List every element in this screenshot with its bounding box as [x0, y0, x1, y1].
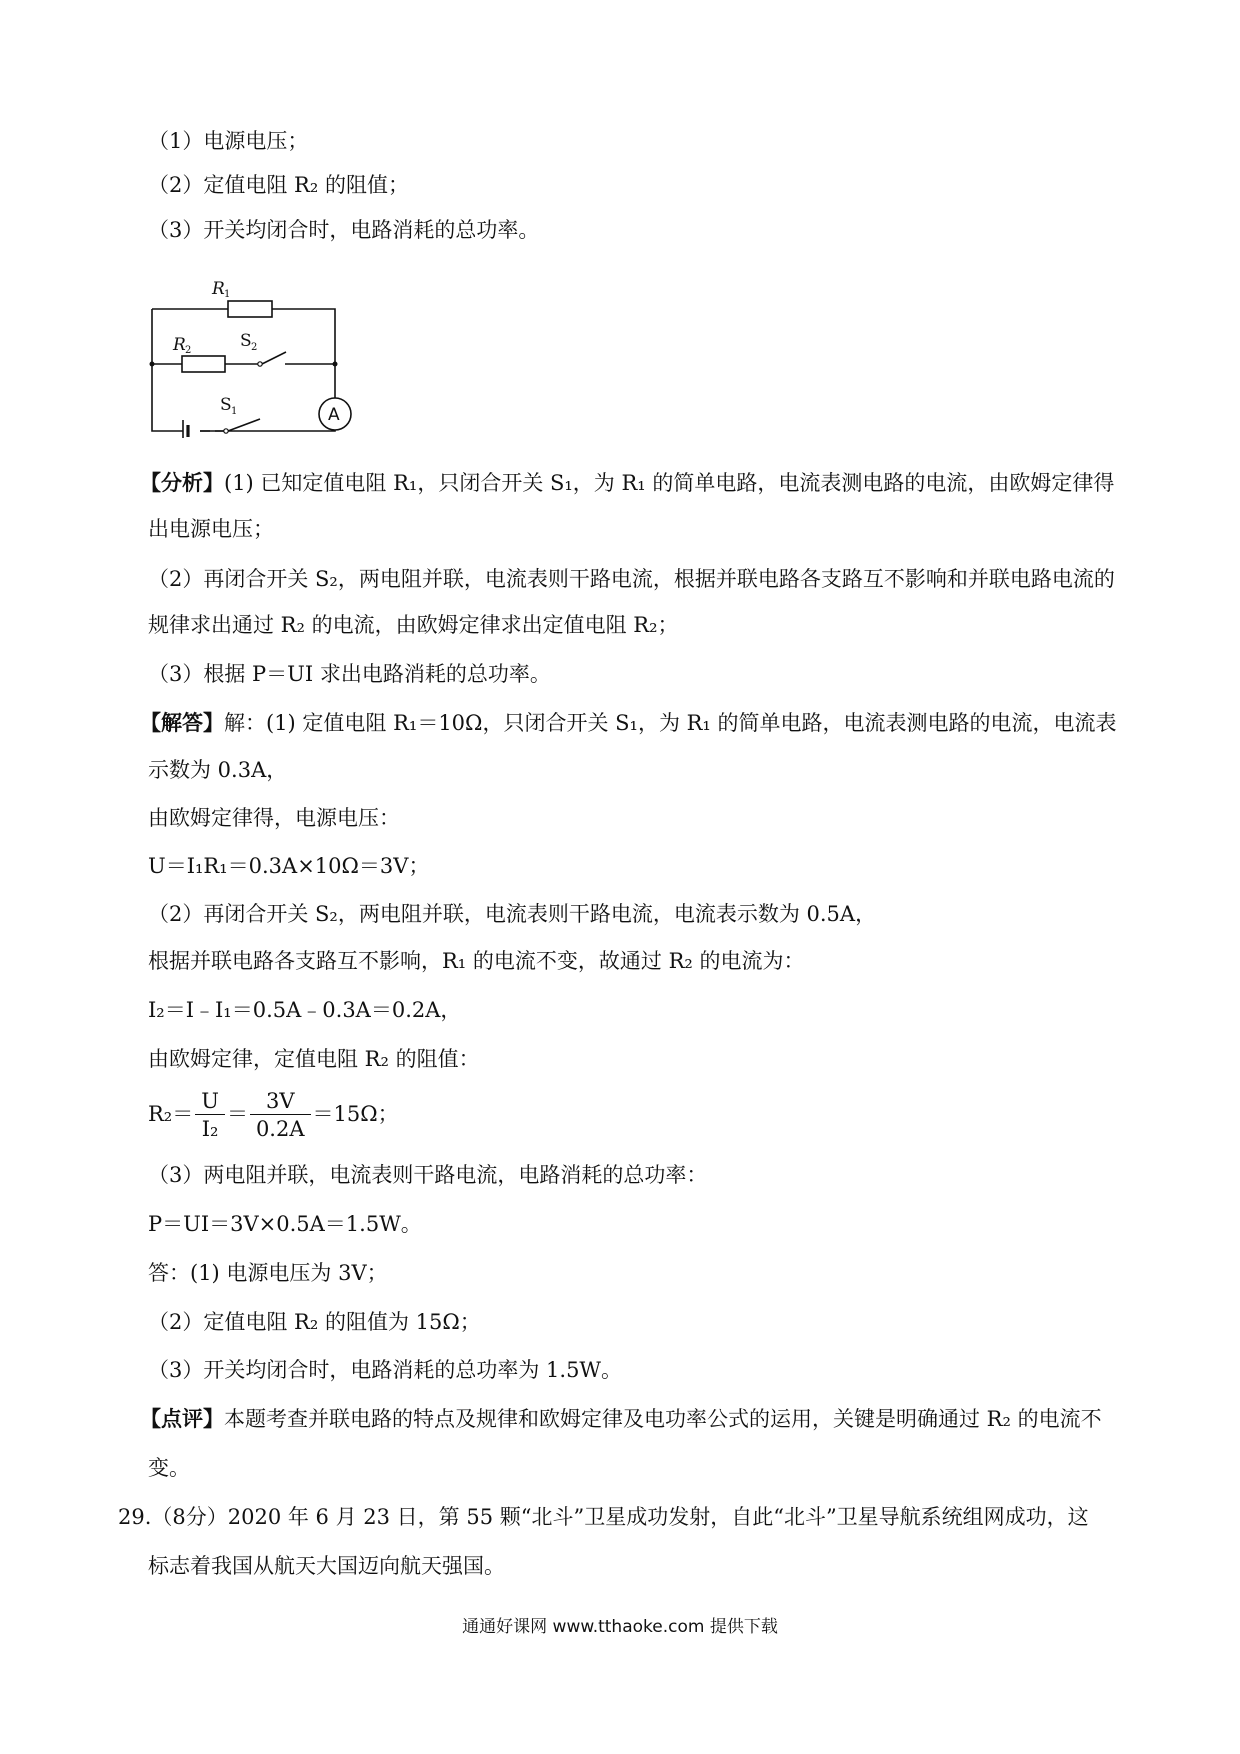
comment-line-1-text: 本题考查并联电路的特点及规律和欧姆定律及电功率公式的运用，关键是明确通过 R₂ 的电流不: [224, 1407, 1102, 1431]
solution-line-9: （3）两电阻并联，电流表则干路电流，电路消耗的总功率：: [148, 1163, 708, 1187]
solution-line-3: 由欧姆定律得，电源电压：: [148, 806, 400, 830]
analysis-line-5: （3）根据 P＝UI 求出电路消耗的总功率。: [148, 662, 551, 686]
label-ammeter: A: [328, 405, 340, 425]
analysis-tag: 【分析】: [140, 470, 224, 495]
label-r1-sub: 1: [224, 289, 231, 300]
label-s1: S: [220, 395, 232, 415]
analysis-line-2: 出电源电压；: [148, 517, 274, 541]
fraction-1-numerator: U: [195, 1088, 225, 1115]
circuit-diagram: [140, 268, 370, 438]
solution-line-1-text: 解：(1) 定值电阻 R₁＝10Ω，只闭合开关 S₁，为 R₁ 的简单电路，电流表测电路的电流，电流表: [224, 711, 1117, 735]
comment-line-2: 变。: [148, 1456, 190, 1480]
question-29-line-2: 标志着我国从航天大国迈向航天强国。: [148, 1554, 505, 1578]
solution-line-7: I₂＝I﹣I₁＝0.5A﹣0.3A＝0.2A，: [148, 998, 462, 1022]
formula-lhs: R₂＝: [148, 1102, 194, 1126]
fraction-1-denominator: I₂: [201, 1117, 219, 1141]
label-r1: R: [212, 279, 225, 299]
analysis-line-3: （2）再闭合开关 S₂，两电阻并联，电流表则干路电流，根据并联电路各支路互不影响和并联电路电流的: [148, 567, 1115, 591]
analysis-line-1-text: (1) 已知定值电阻 R₁，只闭合开关 S₁，为 R₁ 的简单电路，电流表测电路的电流，由欧姆定律得: [224, 471, 1115, 495]
answer-line-2: （2）定值电阻 R₂ 的阻值为 15Ω；: [148, 1310, 481, 1334]
label-s2: S: [240, 331, 252, 351]
circuit-wire-left: [152, 309, 270, 431]
label-s1-sub: 1: [231, 406, 238, 417]
label-s2-sub: 2: [251, 342, 258, 353]
fraction-2-denominator: 0.2A: [255, 1117, 305, 1141]
resistor-r2: [182, 356, 225, 372]
comment-tag: 【点评】: [140, 1406, 224, 1431]
switch-s2-blade: [262, 352, 286, 364]
formula-result: ＝15Ω；: [312, 1102, 399, 1126]
solution-line-1: [140, 710, 1117, 736]
solution-line-8: 由欧姆定律，定值电阻 R₂ 的阻值：: [148, 1047, 480, 1071]
formula-equals: ＝: [226, 1102, 248, 1126]
solution-line-4: U＝I₁R₁＝0.3A×10Ω＝3V；: [148, 854, 430, 878]
solution-line-6: 根据并联电路各支路互不影响，R₁ 的电流不变，故通过 R₂ 的电流为：: [148, 949, 805, 973]
answer-line-1: 答：(1) 电源电压为 3V；: [148, 1261, 388, 1285]
analysis-line-1: [140, 470, 1114, 496]
resistor-r1: [228, 301, 272, 317]
solution-tag: 【解答】: [140, 710, 224, 735]
formula-r2: [148, 1084, 399, 1144]
label-r2: R: [173, 335, 186, 355]
comment-line-1: [140, 1406, 1102, 1432]
fraction-2-numerator: 3V: [250, 1088, 311, 1115]
solution-line-5: （2）再闭合开关 S₂，两电阻并联，电流表则干路电流，电流表示数为 0.5A，: [148, 902, 877, 926]
label-r2-sub: 2: [185, 345, 192, 356]
question-part-1: （1）电源电压；: [148, 129, 309, 153]
solution-line-2: 示数为 0.3A，: [148, 758, 288, 782]
question-29-line-1: 29.（8分）2020 年 6 月 23 日，第 55 颗“北斗”卫星成功发射，自此“北斗”卫星导航系统组网成功，这: [118, 1505, 1089, 1529]
question-part-3: （3）开关均闭合时，电路消耗的总功率。: [148, 218, 540, 242]
solution-line-10: P＝UI＝3V×0.5A＝1.5W。: [148, 1212, 422, 1236]
page-footer: 通通好课网 www.tthaoke.com 提供下载: [462, 1617, 778, 1637]
switch-s1-blade: [228, 419, 260, 431]
circuit-wire-top: [152, 309, 335, 431]
analysis-line-4: 规律求出通过 R₂ 的电流，由欧姆定律求出定值电阻 R₂；: [148, 613, 679, 637]
fraction-3v-over-02a: [250, 1088, 311, 1143]
fraction-u-over-i2: [195, 1088, 225, 1143]
answer-line-3: （3）开关均闭合时，电路消耗的总功率为 1.5W。: [148, 1358, 623, 1382]
question-part-2: （2）定值电阻 R₂ 的阻值；: [148, 173, 409, 197]
